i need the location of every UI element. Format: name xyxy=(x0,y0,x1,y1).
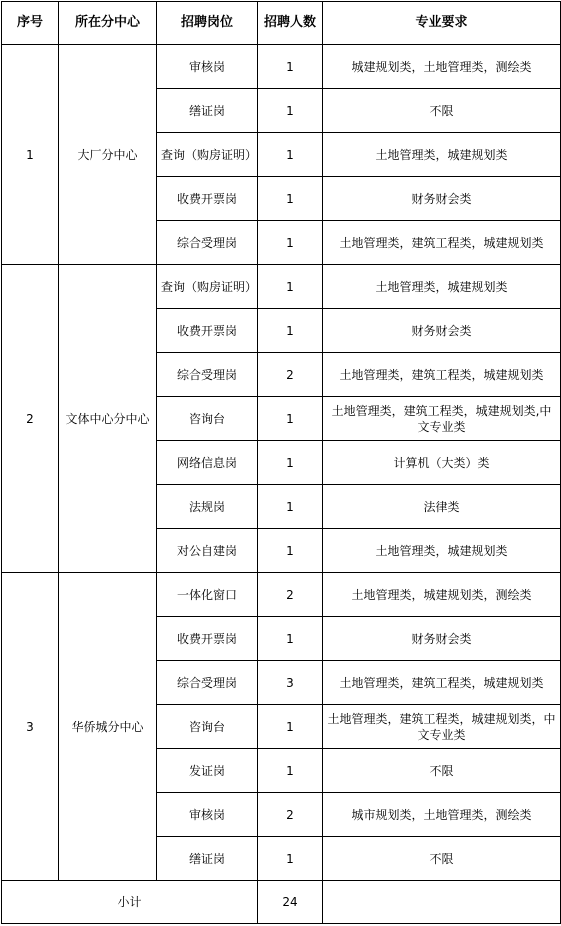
header-seq: 序号 xyxy=(2,2,59,45)
position-cell: 对公自建岗 xyxy=(157,529,258,573)
position-cell: 收费开票岗 xyxy=(157,177,258,221)
count-cell: 1 xyxy=(258,705,323,749)
requirement-cell: 不限 xyxy=(323,837,561,881)
requirement-cell: 土地管理类，建筑工程类，城建规划类 xyxy=(323,221,561,265)
seq-cell: 2 xyxy=(2,265,59,573)
position-cell: 法规岗 xyxy=(157,485,258,529)
count-cell: 1 xyxy=(258,397,323,441)
requirement-cell: 土地管理类，城建规划类 xyxy=(323,265,561,309)
position-cell: 综合受理岗 xyxy=(157,661,258,705)
header-count: 招聘人数 xyxy=(258,2,323,45)
count-cell: 1 xyxy=(258,221,323,265)
count-cell: 1 xyxy=(258,529,323,573)
count-cell: 1 xyxy=(258,309,323,353)
seq-cell: 3 xyxy=(2,573,59,881)
position-cell: 审核岗 xyxy=(157,793,258,837)
count-cell: 1 xyxy=(258,89,323,133)
requirement-cell: 土地管理类，城建规划类，测绘类 xyxy=(323,573,561,617)
count-cell: 1 xyxy=(258,749,323,793)
recruitment-table xyxy=(1,1,561,924)
count-cell: 1 xyxy=(258,45,323,89)
position-cell: 综合受理岗 xyxy=(157,353,258,397)
total-requirement xyxy=(323,881,561,924)
count-cell: 2 xyxy=(258,353,323,397)
count-cell: 3 xyxy=(258,661,323,705)
position-cell: 查询（购房证明） xyxy=(157,133,258,177)
header-requirement: 专业要求 xyxy=(323,2,561,45)
requirement-cell: 土地管理类，建筑工程类，城建规划类 xyxy=(323,661,561,705)
position-cell: 收费开票岗 xyxy=(157,309,258,353)
position-cell: 网络信息岗 xyxy=(157,441,258,485)
position-cell: 审核岗 xyxy=(157,45,258,89)
table-row xyxy=(2,265,561,309)
position-cell: 发证岗 xyxy=(157,749,258,793)
center-cell: 大厂分中心 xyxy=(59,45,157,265)
center-cell: 华侨城分中心 xyxy=(59,573,157,881)
total-row xyxy=(2,881,561,924)
count-cell: 1 xyxy=(258,485,323,529)
seq-cell: 1 xyxy=(2,45,59,265)
requirement-cell: 土地管理类，城建规划类 xyxy=(323,133,561,177)
count-cell: 2 xyxy=(258,573,323,617)
requirement-cell: 城建规划类，土地管理类，测绘类 xyxy=(323,45,561,89)
requirement-cell: 计算机（大类）类 xyxy=(323,441,561,485)
table-row xyxy=(2,573,561,617)
header-position: 招聘岗位 xyxy=(157,2,258,45)
requirement-cell: 城市规划类，土地管理类，测绘类 xyxy=(323,793,561,837)
count-cell: 2 xyxy=(258,793,323,837)
header-row xyxy=(2,2,561,45)
table-row xyxy=(2,45,561,89)
position-cell: 缮证岗 xyxy=(157,837,258,881)
requirement-cell: 财务财会类 xyxy=(323,617,561,661)
center-cell: 文体中心分中心 xyxy=(59,265,157,573)
count-cell: 1 xyxy=(258,837,323,881)
count-cell: 1 xyxy=(258,441,323,485)
requirement-cell: 土地管理类，建筑工程类，城建规划类 xyxy=(323,353,561,397)
count-cell: 1 xyxy=(258,133,323,177)
total-label: 小计 xyxy=(2,881,258,924)
position-cell: 一体化窗口 xyxy=(157,573,258,617)
count-cell: 1 xyxy=(258,617,323,661)
requirement-cell: 不限 xyxy=(323,749,561,793)
requirement-cell: 财务财会类 xyxy=(323,177,561,221)
position-cell: 咨询台 xyxy=(157,705,258,749)
count-cell: 1 xyxy=(258,265,323,309)
total-count: 24 xyxy=(258,881,323,924)
position-cell: 收费开票岗 xyxy=(157,617,258,661)
table-body xyxy=(2,45,561,881)
requirement-cell: 土地管理类，建筑工程类，城建规划类，中文专业类 xyxy=(323,705,561,749)
position-cell: 缮证岗 xyxy=(157,89,258,133)
requirement-cell: 不限 xyxy=(323,89,561,133)
count-cell: 1 xyxy=(258,177,323,221)
position-cell: 综合受理岗 xyxy=(157,221,258,265)
requirement-cell: 财务财会类 xyxy=(323,309,561,353)
position-cell: 查询（购房证明） xyxy=(157,265,258,309)
position-cell: 咨询台 xyxy=(157,397,258,441)
requirement-cell: 法律类 xyxy=(323,485,561,529)
header-center: 所在分中心 xyxy=(59,2,157,45)
requirement-cell: 土地管理类，城建规划类 xyxy=(323,529,561,573)
requirement-cell: 土地管理类，建筑工程类，城建规划类,中文专业类 xyxy=(323,397,561,441)
